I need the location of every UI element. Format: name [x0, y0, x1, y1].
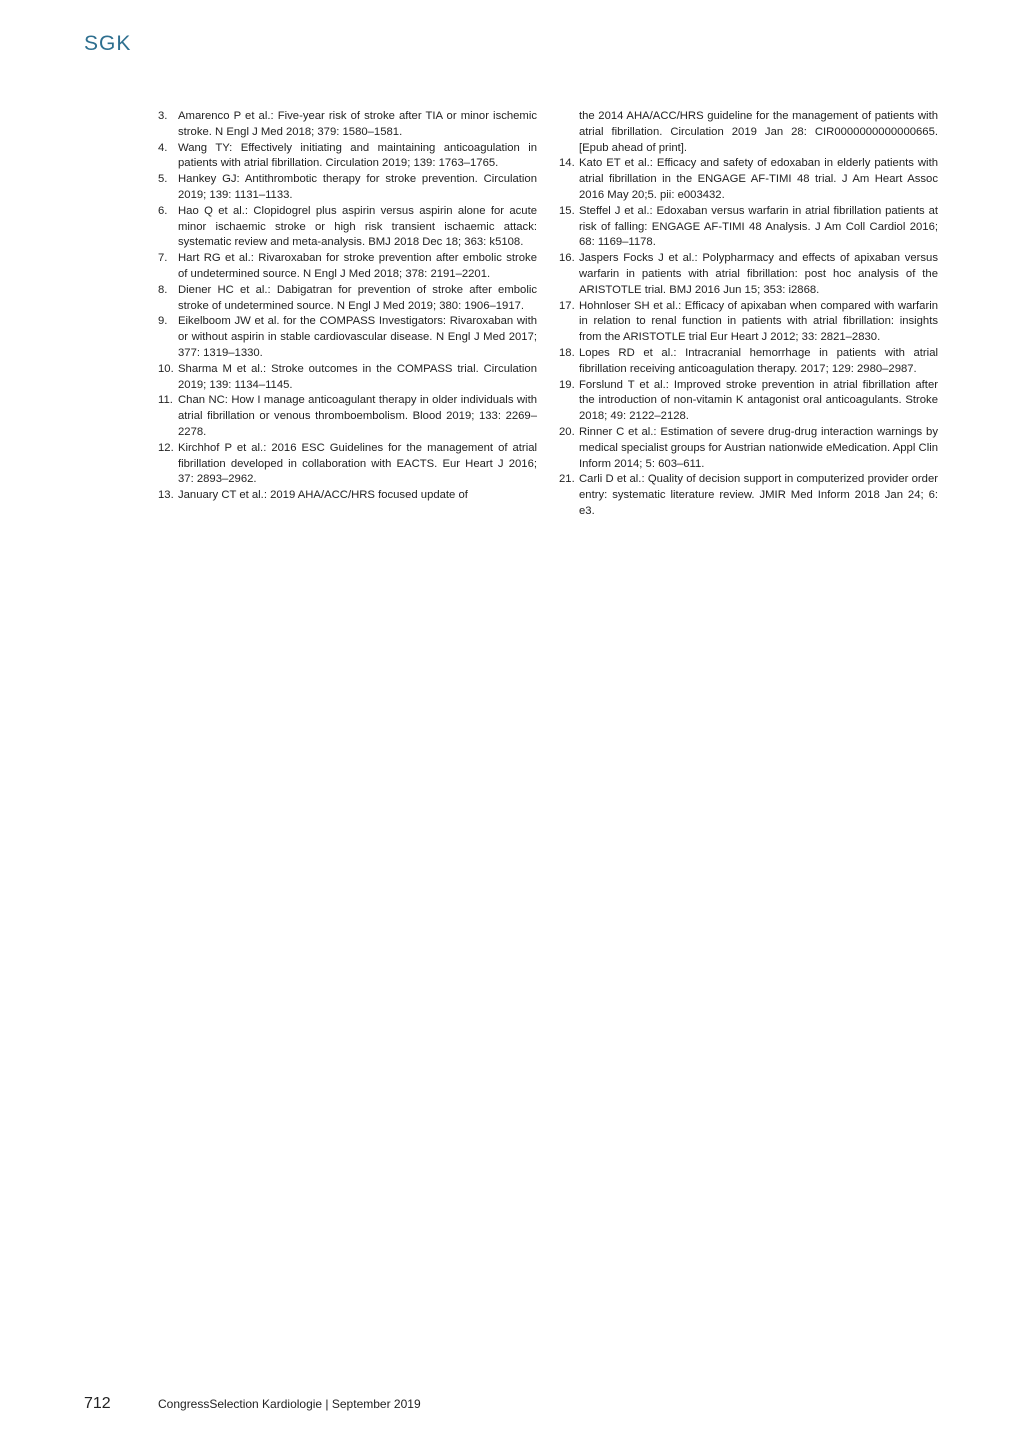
- reference-text: Lopes RD et al.: Intracranial hemorrhage in patients with atrial fibrillation receiving anticoagulation therapy. 2017; 129: 2980–2987.: [579, 346, 938, 375]
- reference-item: [158, 251, 537, 283]
- left-column: [158, 109, 537, 520]
- reference-number: 21.: [559, 473, 575, 486]
- reference-number: 19.: [559, 378, 575, 391]
- reference-item: [559, 204, 938, 251]
- reference-text: Eikelboom JW et al. for the COMPASS Investigators: Rivaroxaban with or without aspirin in stable cardiovascular disease. N Engl J Med 2017; 377: 1319–1330.: [178, 315, 537, 359]
- reference-item: [559, 346, 938, 378]
- reference-continuation: the 2014 AHA/ACC/HRS guideline for the management of patients with atrial fibrillation. Circulation 2019 Jan 28: CIR0000000000000665. [Epub ahead of print].: [579, 110, 938, 154]
- right-column: [559, 109, 938, 520]
- reference-number: 20.: [559, 425, 575, 438]
- reference-text: Jaspers Focks J et al.: Polypharmacy and effects of apixaban versus warfarin in patients with atrial fibrillation: post hoc analysis of the ARISTOTLE trial. BMJ 2016 Jun 15; 353: i2868.: [579, 252, 938, 296]
- reference-number: 11.: [158, 394, 173, 407]
- page-footer: [84, 1395, 944, 1413]
- reference-item: [559, 425, 938, 472]
- reference-number: 16.: [559, 252, 575, 265]
- reference-item: [158, 362, 537, 394]
- reference-number: 7.: [158, 252, 168, 265]
- reference-item: [559, 378, 938, 425]
- reference-text: January CT et al.: 2019 AHA/ACC/HRS focused update of: [178, 489, 468, 502]
- reference-text: Wang TY: Effectively initiating and maintaining anticoagulation in patients with atrial fibrillation. Circulation 2019; 139: 1763–1765.: [178, 141, 537, 170]
- reference-list-left: [158, 109, 537, 504]
- reference-number: 6.: [158, 204, 168, 217]
- reference-text: Rinner C et al.: Estimation of severe drug-drug interaction warnings by medical specialist groups for Austrian nationwide eMedication. Appl Clin Inform 2014; 5: 603–611.: [579, 425, 938, 470]
- reference-text: Kato ET et al.: Efficacy and safety of edoxaban in elderly patients with atrial fibrillation in the ENGAGE AF-TIMI 48 trial. J Am Heart Assoc 2016 May 20;5. pii: e003432.: [579, 157, 938, 201]
- reference-text: Hohnloser SH et al.: Efficacy of apixaban when compared with warfarin in relation to renal function in patients with atrial fibrillation: insights from the ARISTOTLE trial Eur Heart J 2012; 33: 2821–2830.: [579, 299, 938, 344]
- reference-item: [158, 441, 537, 488]
- reference-number: 9.: [158, 315, 168, 328]
- reference-number: 15.: [559, 204, 575, 217]
- page-number: 712: [84, 1395, 111, 1412]
- reference-text: Forslund T et al.: Improved stroke prevention in atrial fibrillation after the introduction of non-vitamin K antagonist oral anticoagulants. Stroke 2018; 49: 2122–2128.: [579, 378, 938, 423]
- reference-number: 5.: [158, 173, 168, 186]
- reference-number: 4.: [158, 141, 168, 154]
- reference-number: 18.: [559, 346, 575, 359]
- journal-title: CongressSelection Kardiologie | September 2019: [158, 1397, 421, 1411]
- reference-columns: [158, 109, 938, 520]
- reference-item: [158, 393, 537, 440]
- reference-text: Chan NC: How I manage anticoagulant therapy in older individuals with atrial fibrillation or venous thromboembolism. Blood 2019; 133: 2269–2278.: [178, 394, 537, 438]
- reference-item: [559, 472, 938, 519]
- reference-text: Hart RG et al.: Rivaroxaban for stroke prevention after embolic stroke of undetermined source. N Engl J Med 2018; 378: 2191–2201.: [178, 252, 537, 280]
- reference-text: Sharma M et al.: Stroke outcomes in the COMPASS trial. Circulation 2019; 139: 1134–1145.: [178, 362, 537, 391]
- reference-number: 17.: [559, 299, 575, 312]
- reference-item: [158, 204, 537, 251]
- reference-list-right: [559, 156, 938, 519]
- reference-number: 14.: [559, 157, 575, 170]
- header-brand: SGK: [84, 32, 132, 55]
- reference-number: 10.: [158, 362, 174, 375]
- reference-item: [559, 299, 938, 346]
- reference-text: Carli D et al.: Quality of decision support in computerized provider order entry: systematic literature review. JMIR Med Inform 2018 Jan 24; 6: e3.: [579, 473, 938, 517]
- reference-item: [559, 251, 938, 298]
- reference-item: [158, 283, 537, 315]
- reference-text: Amarenco P et al.: Five-year risk of stroke after TIA or minor ischemic stroke. N Engl J Med 2018; 379: 1580–1581.: [178, 110, 537, 138]
- reference-item: [559, 156, 938, 203]
- reference-number: 8.: [158, 283, 168, 296]
- reference-text: Steffel J et al.: Edoxaban versus warfarin in atrial fibrillation patients at risk of falling: ENGAGE AF-TIMI 48 Analysis. J Am Coll Cardiol 2016; 68: 1169–1178.: [579, 204, 938, 249]
- reference-item: [158, 172, 537, 204]
- reference-text: Hao Q et al.: Clopidogrel plus aspirin versus aspirin alone for acute minor ischaemic stroke or high risk transient ischaemic attack: systematic review and meta-analysis. BMJ 2018 Dec 18; 363: k5108.: [178, 204, 537, 249]
- reference-number: 12.: [158, 441, 174, 454]
- reference-item: [158, 109, 537, 141]
- reference-text: Diener HC et al.: Dabigatran for prevention of stroke after embolic stroke of undetermined source. N Engl J Med 2019; 380: 1906–1917.: [178, 283, 537, 312]
- reference-item: [158, 314, 537, 361]
- reference-number: 13.: [158, 489, 174, 502]
- reference-number: 3.: [158, 110, 168, 122]
- reference-item: [158, 488, 537, 504]
- reference-item: [158, 141, 537, 173]
- reference-text: Kirchhof P et al.: 2016 ESC Guidelines for the management of atrial fibrillation developed in collaboration with EACTS. Eur Heart J 2016; 37: 2893–2962.: [178, 441, 537, 486]
- reference-text: Hankey GJ: Antithrombotic therapy for stroke prevention. Circulation 2019; 139: 1131–1133.: [178, 173, 537, 201]
